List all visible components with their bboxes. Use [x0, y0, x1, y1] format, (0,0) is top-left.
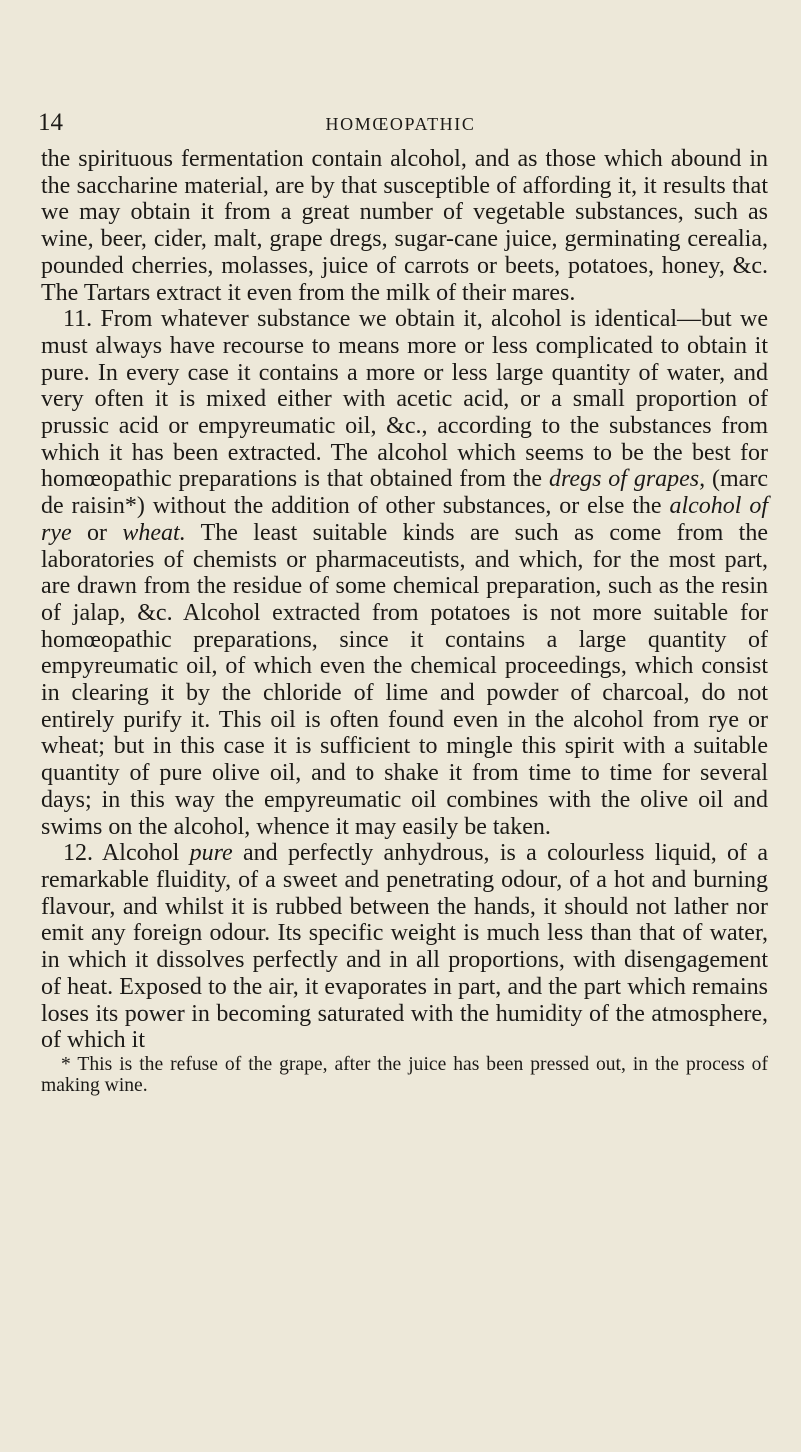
paragraph-11-italic-rye: alcohol of rye [41, 493, 768, 546]
paragraph-11-text-e: or [71, 519, 123, 546]
paragraph-12-text-c: and perfectly anhydrous, is a colourless liquid, of a remarkable fluidity, of a sweet and penetrating odour, of a hot and burning flavour, and whilst it is rubbed between the hands, it should not lather nor emit any foreign odour. Its specific weight is much less than that of water, in which it dissolves perfectly and in all proportions, with disengagement of heat. Exposed to the air, it evaporates in part, and the part which remains loses its power in becoming saturated with the humidity of the atmosphere, of which it [41, 840, 768, 1054]
paragraph-12-text-a: 12. Alcohol [63, 840, 190, 867]
footnote [41, 1054, 768, 1096]
paragraph-12-italic-pure: pure [189, 840, 233, 867]
paragraph-11-text-g: The least suitable kinds are such as come from the laboratories of chemists or pharmaceutists, and which, for the most part, are drawn from the residue of some chemical preparation, such as the resin of jalap, &c. Alcohol extracted from potatoes is not more suitable for homœopathic preparations, since it contains a large quantity of empyreumatic oil, of which even the chemical proceedings, which consist in clearing it by the chloride of lime and powder of charcoal, do not entirely purify it. This oil is often found even in the alcohol from rye or wheat; but in this case it is sufficient to mingle this spirit with a suitable quantity of pure olive oil, and to shake it from time to time for several days; in this way the empyreumatic oil combines with the olive oil and swims on the alcohol, whence it may easily be taken. [41, 519, 768, 840]
paragraph-12 [41, 840, 768, 1054]
page-number: 14 [38, 109, 63, 136]
body-text [41, 146, 768, 1054]
paragraph-11-text-a: 11. From whatever substance we obtain it, alcohol is identical—but we must always have recourse to means more or less complicated to obtain it pure. In every case it contains a more or less large quantity of water, and very often it is mixed either with acetic acid, or a small proportion of prussic acid or empyreumatic oil, &c., according to the substances from which it has been extracted. The alcohol which seems to be the best for homœopathic preparations is that obtained from the [41, 306, 768, 493]
paragraph-11-italic-wheat: wheat. [122, 519, 186, 546]
footnote-text: * This is the refuse of the grape, after the juice has been pressed out, in the process of making wine. [41, 1054, 768, 1096]
paragraph-11 [41, 306, 768, 840]
paragraph-11-italic-dregs: dregs of grapes, [548, 466, 706, 493]
paragraph-11-text-c: (marc de raisin*) without the addition of other substances, or else the [41, 466, 768, 520]
paragraph-continuation: the spirituous fermentation contain alcohol, and as those which abound in the saccharine material, are by that susceptible of affording it, it results that we may obtain it from a great number of vegetable substances, such as wine, beer, cider, malt, grape dregs, sugar-cane juice, germinating cerealia, pounded cherries, molasses, juice of carrots or beets, potatoes, honey, &c. The Tartars extract it even from the milk of their mares. [41, 146, 768, 306]
running-head: HOMŒOPATHIC [325, 114, 476, 134]
